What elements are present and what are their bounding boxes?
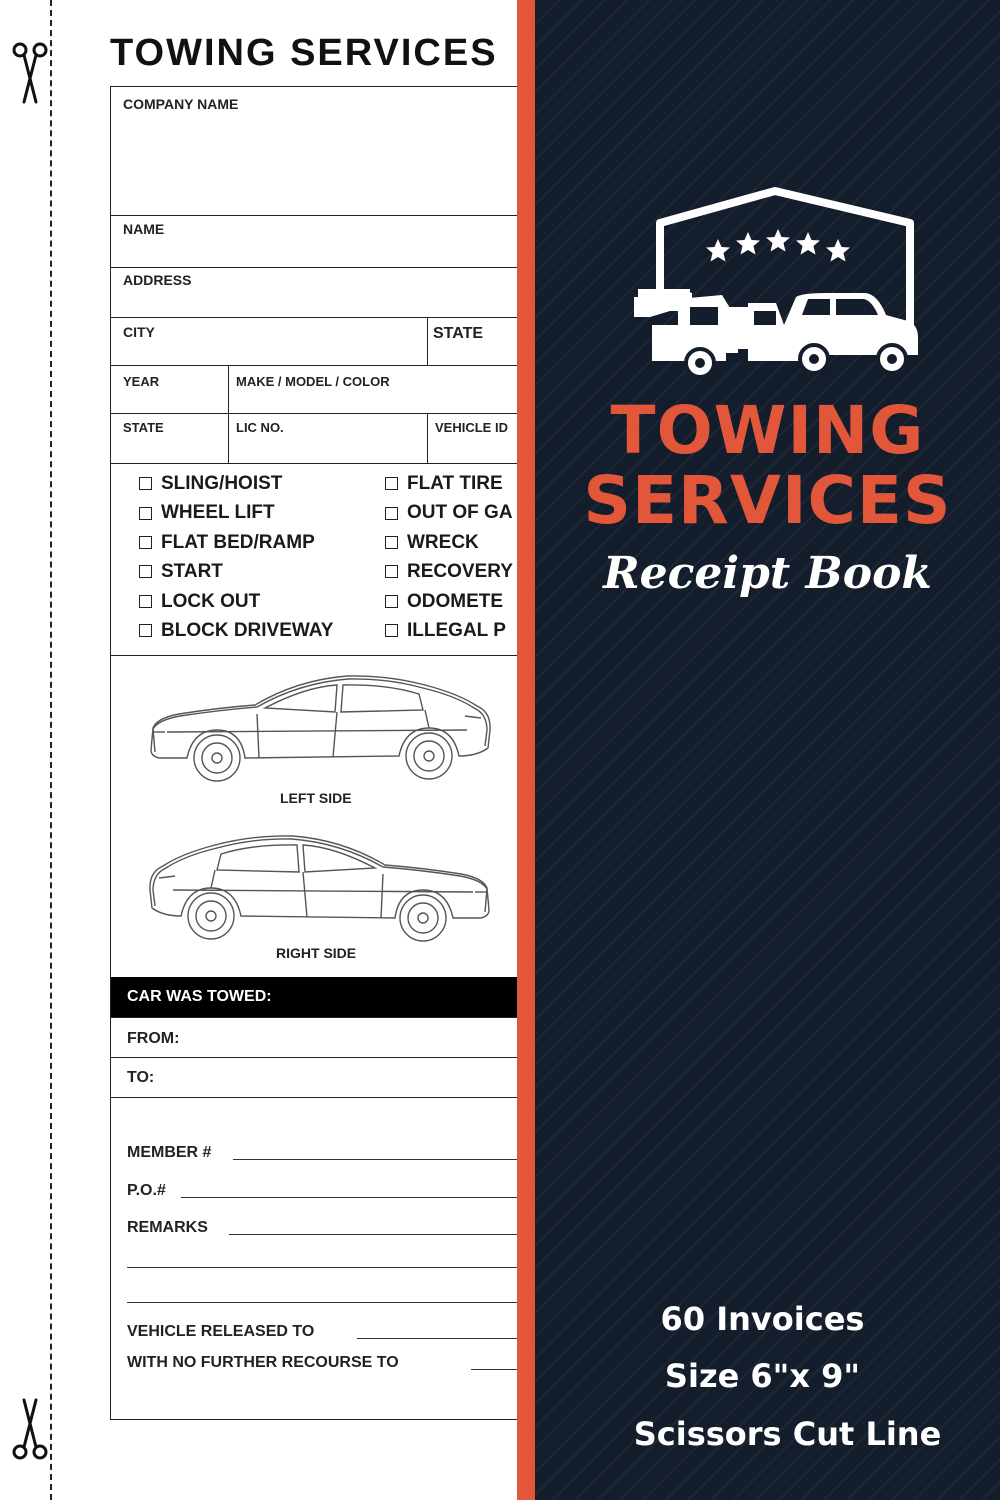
book-size: Size 6"x 9" <box>664 1357 861 1395</box>
remarks-line[interactable] <box>127 1302 518 1303</box>
po-number-line[interactable] <box>181 1197 518 1198</box>
receipt-form <box>110 86 518 1420</box>
name-field[interactable]: NAME <box>123 221 165 237</box>
po-number-label: P.O.# <box>127 1182 166 1199</box>
checkbox-icon <box>139 536 152 549</box>
checkbox-icon <box>139 507 152 520</box>
to-field[interactable]: TO: <box>127 1069 155 1086</box>
services-left-list <box>139 469 333 645</box>
service-checkbox[interactable]: RECOVERY <box>385 557 513 586</box>
address-field[interactable]: ADDRESS <box>123 272 192 288</box>
service-checkbox[interactable]: ILLEGAL P <box>385 616 513 645</box>
service-checkbox[interactable]: LOCK OUT <box>139 587 333 616</box>
service-checkbox[interactable]: ODOMETE <box>385 587 513 616</box>
service-checkbox[interactable]: OUT OF GA <box>385 498 513 527</box>
checkbox-icon <box>385 565 398 578</box>
orange-accent-strip <box>517 0 535 1500</box>
car-was-towed-bar <box>111 977 518 1017</box>
vehicle-released-to-label: VEHICLE RELEASED TO <box>127 1323 315 1340</box>
checkbox-icon <box>139 624 152 637</box>
plate-state-field[interactable]: STATE <box>123 420 164 435</box>
member-number-line[interactable] <box>233 1159 518 1160</box>
car-was-towed-label: CAR WAS TOWED: <box>127 988 272 1005</box>
service-checkbox[interactable]: FLAT BED/RAMP <box>139 528 333 557</box>
scissors-cut-line <box>50 0 52 1500</box>
company-name-field[interactable]: COMPANY NAME <box>123 96 239 112</box>
service-checkbox[interactable]: BLOCK DRIVEWAY <box>139 616 333 645</box>
service-checkbox[interactable]: START <box>139 557 333 586</box>
cut-line-note: Scissors Cut Line <box>633 1415 942 1453</box>
no-recourse-line[interactable] <box>471 1369 518 1370</box>
member-number-label: MEMBER # <box>127 1144 212 1161</box>
service-checkbox[interactable]: SLING/HOIST <box>139 469 333 498</box>
right-side-label: RIGHT SIDE <box>276 945 357 961</box>
cover-panel <box>535 0 1000 1500</box>
remarks-line[interactable] <box>229 1234 518 1235</box>
service-checkbox[interactable]: WRECK <box>385 528 513 557</box>
checkbox-icon <box>385 477 398 490</box>
car-right-side-diagram[interactable] <box>147 832 493 947</box>
checkbox-icon <box>385 536 398 549</box>
service-checkbox[interactable]: FLAT TIRE <box>385 469 513 498</box>
car-left-side-diagram[interactable] <box>147 672 493 787</box>
city-field[interactable]: CITY <box>123 324 155 340</box>
tow-truck-logo-icon <box>630 185 920 385</box>
vehicle-id-field[interactable]: VEHICLE ID <box>435 420 508 435</box>
scissors-icon <box>10 40 50 110</box>
year-field[interactable]: YEAR <box>123 374 160 389</box>
cover-title-line1: TOWING <box>610 392 925 469</box>
remarks-line[interactable] <box>127 1267 518 1268</box>
checkbox-icon <box>139 565 152 578</box>
left-side-label: LEFT SIDE <box>280 790 352 806</box>
invoice-count: 60 Invoices <box>660 1300 865 1338</box>
state-field[interactable]: STATE <box>433 325 484 342</box>
scissors-icon <box>10 1392 50 1462</box>
remarks-label: REMARKS <box>127 1219 208 1236</box>
checkbox-icon <box>385 507 398 520</box>
form-title: TOWING SERVICES <box>110 32 498 74</box>
checkbox-icon <box>385 624 398 637</box>
checkbox-icon <box>139 477 152 490</box>
lic-no-field[interactable]: LIC NO. <box>236 420 284 435</box>
service-checkbox[interactable]: WHEEL LIFT <box>139 498 333 527</box>
cover-title-line2: SERVICES <box>583 462 952 539</box>
vehicle-released-to-line[interactable] <box>357 1338 518 1339</box>
checkbox-icon <box>385 595 398 608</box>
no-recourse-label: WITH NO FURTHER RECOURSE TO <box>127 1354 399 1371</box>
from-field[interactable]: FROM: <box>127 1030 180 1047</box>
cover-subtitle: Receipt Book <box>603 548 932 599</box>
checkbox-icon <box>139 595 152 608</box>
services-right-list <box>385 469 513 645</box>
make-model-color-field[interactable]: MAKE / MODEL / COLOR <box>236 374 390 389</box>
